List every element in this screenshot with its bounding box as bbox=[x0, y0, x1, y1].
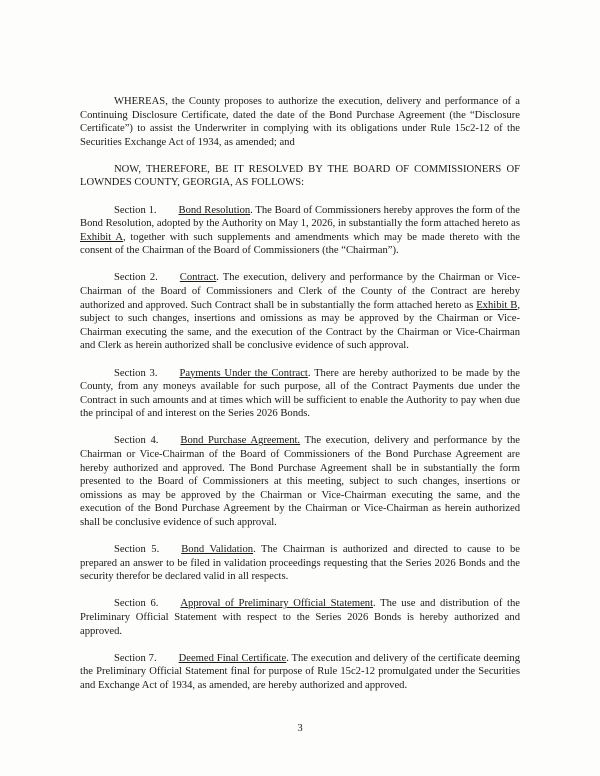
section-5 bbox=[80, 543, 520, 584]
section-7-number: Section 7. bbox=[114, 652, 157, 664]
section-2-title: Contract bbox=[179, 272, 217, 284]
section-2 bbox=[80, 271, 520, 353]
exhibit-b-reference: Exhibit B bbox=[476, 299, 518, 311]
section-2-number: Section 2. bbox=[114, 272, 158, 284]
section-3-title: Payments Under the Contract bbox=[179, 367, 308, 379]
section-4-text: The execution, delivery and performance by the Chairman or Vice-Chairman of the Board of Commissioners of the Bond Purchase Agreement are hereby authorized and approved. The Bond Purchase Agreement shall be in substantially the form presented to the Board of Commissioners at this meeting, subject to such changes, insertions or omissions as may be approved by the Chairman or Vice-Chairman executing the same, and the execution of the Bond Purchase Agreement by the Chairman or Vice-Chairman as herein authorized shall be conclusive evidence of such approval. bbox=[80, 435, 520, 528]
section-2-text-cont: , subject to such changes, insertions and omissions as may be approved by the Chairman or Vice-Chairman executing the same, and the execution of the Contract by the Chairman or Vice-Chairman and Clerk as herein authorized shall be conclusive evidence of such approval. bbox=[80, 299, 520, 352]
section-1-number: Section 1. bbox=[114, 204, 157, 216]
document-body bbox=[80, 95, 520, 706]
section-7-text: . The execution and delivery of the certificate deeming the Preliminary Official Statement final for purpose of Rule 15c2-12 promulgated under the Securities and Exchange Act of 1934, as amended, are hereby authorized and approved. bbox=[80, 652, 521, 691]
section-7 bbox=[80, 652, 520, 693]
section-5-text: . The Chairman is authorized and directed to cause to be prepared an answer to be filed in validation proceedings requesting that the Series 2026 Bonds and the security therefor be declared valid in all respects. bbox=[80, 544, 521, 583]
section-2-text: . The execution, delivery and performance by the Chairman or Vice-Chairman of the Board of Commissioners and Clerk of the County of the Contract are hereby authorized and approved. Such Contract shall be in substantially the form attached hereto as bbox=[80, 272, 521, 311]
exhibit-a-reference: Exhibit A bbox=[80, 231, 123, 243]
section-3-number: Section 3. bbox=[114, 367, 158, 379]
resolved-paragraph: NOW, THEREFORE, BE IT RESOLVED BY THE BOARD OF COMMISSIONERS OF LOWNDES COUNTY, GEORGIA, AS FOLLOWS: bbox=[80, 163, 520, 189]
section-1-text-cont: , together with such supplements and amendments which may be made thereto with the consent of the Chairman of the Board of Commissioners (the “Chairman”). bbox=[80, 231, 520, 257]
section-4 bbox=[80, 434, 520, 529]
section-1-text: . The Board of Commissioners hereby approves the form of the Bond Resolution, adopted by the Authority on May 1, 2026, in substantially the form attached hereto as bbox=[80, 204, 520, 230]
section-6-number: Section 6. bbox=[114, 598, 159, 610]
section-4-title: Bond Purchase Agreement. bbox=[180, 435, 301, 447]
section-3 bbox=[80, 367, 520, 421]
whereas-paragraph: WHEREAS, the County proposes to authorize the execution, delivery and performance of a Continuing Disclosure Certificate, dated the date of the Bond Purchase Agreement (the “Disclosure Certificate”) to assist the Underwriter in complying with its obligations under Rule 15c2-12 of the Securities Exchange Act of 1934, as amended; and bbox=[80, 96, 520, 148]
section-4-number: Section 4. bbox=[114, 435, 159, 447]
section-1 bbox=[80, 204, 520, 258]
section-7-title: Deemed Final Certificate bbox=[178, 652, 287, 664]
section-5-title: Bond Validation bbox=[181, 544, 254, 556]
section-6-title: Approval of Preliminary Official Statement bbox=[180, 598, 374, 610]
section-5-number: Section 5. bbox=[114, 544, 160, 556]
section-6 bbox=[80, 597, 520, 638]
section-1-title: Bond Resolution bbox=[178, 204, 251, 216]
section-6-text: . The use and distribution of the Preliminary Official Statement with respect to the Series 2026 Bonds is hereby authorized and approved. bbox=[80, 598, 520, 637]
section-3-text: . There are hereby authorized to be made by the County, from any moneys available for such purpose, all of the Contract Payments due under the Contract in such amounts and at times which will be sufficient to enable the Authority to pay when due the principal of and interest on the Series 2026 Bonds. bbox=[80, 367, 521, 420]
page-number: 3 bbox=[297, 723, 303, 734]
